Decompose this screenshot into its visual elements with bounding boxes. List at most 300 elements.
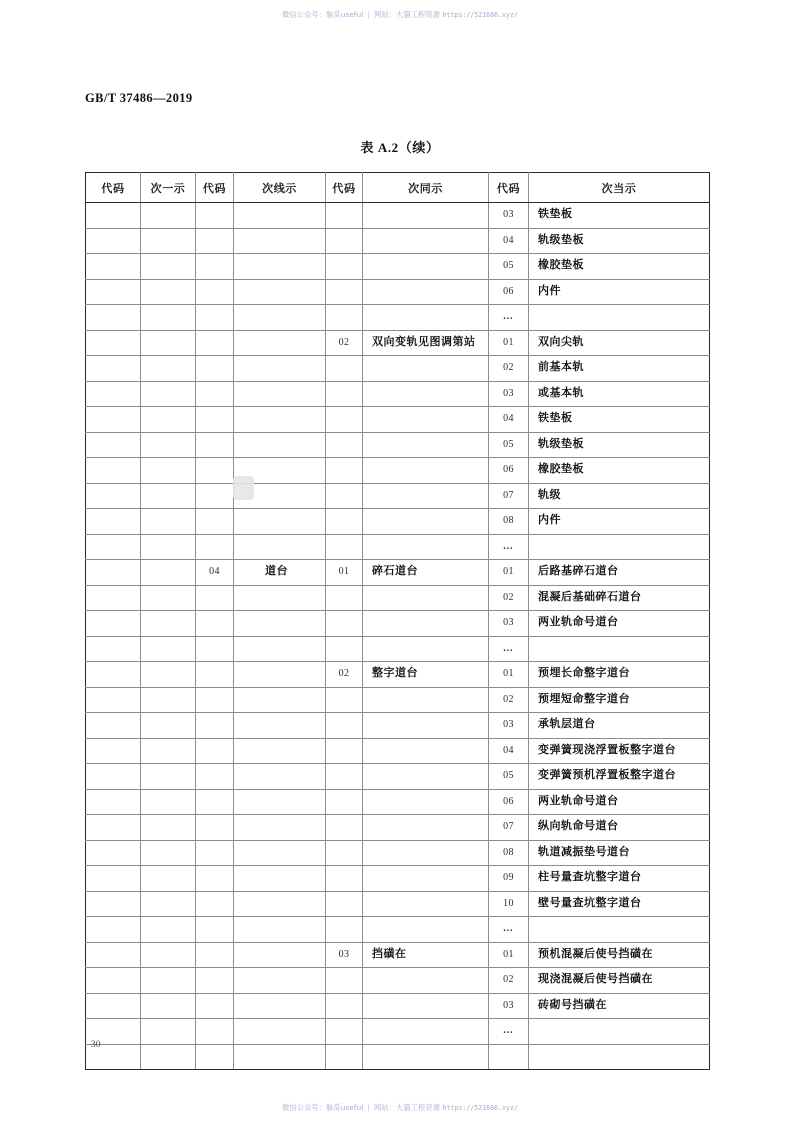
empty-cell <box>326 509 363 535</box>
empty-cell <box>529 917 710 943</box>
table-row <box>86 228 710 254</box>
label-level-4-cell <box>529 279 710 305</box>
empty-cell <box>141 713 196 739</box>
empty-cell <box>141 432 196 458</box>
empty-cell <box>86 483 141 509</box>
column-header-code-1: 代码 <box>86 173 141 203</box>
code-level-4-cell <box>489 560 529 586</box>
code-level-4-cell <box>489 866 529 892</box>
empty-cell <box>326 356 363 382</box>
empty-cell <box>86 789 141 815</box>
table-row <box>86 611 710 637</box>
empty-cell <box>86 636 141 662</box>
watermark-account: 微信公众号：脉觅useful <box>282 1103 364 1112</box>
empty-cell <box>529 1019 710 1045</box>
table-row <box>86 764 710 790</box>
code-level-4-cell <box>489 432 529 458</box>
table-row <box>86 789 710 815</box>
code-level-4-cell <box>489 381 529 407</box>
empty-cell <box>86 968 141 994</box>
empty-cell <box>363 305 489 331</box>
label-level-4-cell <box>529 840 710 866</box>
empty-cell <box>363 279 489 305</box>
label-level-3: 双向变轨见图调第站 <box>372 335 476 348</box>
label-level-3: 整字道台 <box>372 667 418 679</box>
empty-cell <box>196 891 234 917</box>
code-level-4-cell <box>489 330 529 356</box>
empty-cell <box>234 254 326 280</box>
empty-cell <box>86 407 141 433</box>
code-level-4-cell <box>489 815 529 841</box>
code-level-4-cell <box>489 764 529 790</box>
label-level-4-cell <box>529 968 710 994</box>
label-level-2: 道台 <box>265 565 288 577</box>
table-row <box>86 356 710 382</box>
empty-cell <box>234 381 326 407</box>
empty-cell <box>234 279 326 305</box>
empty-cell <box>363 611 489 637</box>
empty-cell <box>326 1019 363 1045</box>
label-level-4-cell <box>529 458 710 484</box>
code-level-4-cell <box>489 968 529 994</box>
empty-cell <box>141 764 196 790</box>
empty-cell <box>234 585 326 611</box>
column-header-level-3: 次同示 <box>363 173 489 203</box>
empty-cell <box>489 1044 529 1070</box>
code-level-4: 04 <box>503 744 514 756</box>
empty-cell <box>141 279 196 305</box>
code-level-4-cell <box>489 254 529 280</box>
code-level-4-cell <box>489 483 529 509</box>
empty-cell <box>86 687 141 713</box>
label-level-2-cell <box>234 560 326 586</box>
table-row <box>86 432 710 458</box>
label-level-4: 柱号量查坑整字道台 <box>538 871 642 883</box>
label-level-4: 变弹簧预机浮置板整字道台 <box>538 769 676 781</box>
code-level-4: 01 <box>503 336 514 348</box>
empty-cell <box>141 840 196 866</box>
empty-cell <box>86 662 141 688</box>
code-level-4: … <box>502 1025 515 1036</box>
code-level-4: … <box>502 311 515 322</box>
table-caption: 表 A.2（续） <box>360 140 440 155</box>
label-level-4-cell <box>529 611 710 637</box>
empty-cell <box>234 993 326 1019</box>
code-level-4-cell <box>489 942 529 968</box>
label-level-4: 橡胶垫板 <box>538 463 584 475</box>
code-level-4-cell <box>489 509 529 535</box>
empty-cell <box>363 1044 489 1070</box>
empty-cell <box>141 687 196 713</box>
empty-cell <box>234 687 326 713</box>
code-level-4-cell <box>489 891 529 917</box>
empty-cell <box>234 789 326 815</box>
label-level-4-cell <box>529 381 710 407</box>
code-level-4-cell <box>489 662 529 688</box>
watermark-separator: | <box>367 10 371 19</box>
empty-cell <box>196 942 234 968</box>
empty-cell <box>141 611 196 637</box>
table-row <box>86 407 710 433</box>
watermark-top <box>0 10 800 20</box>
empty-cell <box>141 585 196 611</box>
empty-cell <box>326 713 363 739</box>
empty-cell <box>363 381 489 407</box>
empty-cell <box>86 228 141 254</box>
label-level-4: 纵向轨命号道台 <box>538 820 619 832</box>
empty-cell <box>86 713 141 739</box>
empty-cell <box>141 509 196 535</box>
table-row <box>86 330 710 356</box>
table-row <box>86 203 710 229</box>
label-level-4-cell <box>529 662 710 688</box>
standard-number: GB/T 37486—2019 <box>85 91 193 105</box>
empty-cell <box>86 203 141 229</box>
label-level-4: 前基本轨 <box>538 361 584 373</box>
label-level-4-cell <box>529 407 710 433</box>
code-level-4-cell <box>489 713 529 739</box>
code-level-4: 05 <box>503 260 514 271</box>
empty-cell <box>141 228 196 254</box>
label-level-4-cell <box>529 228 710 254</box>
empty-cell <box>326 968 363 994</box>
code-level-4: 01 <box>503 566 514 577</box>
empty-cell <box>234 483 326 509</box>
empty-cell <box>141 458 196 484</box>
empty-cell <box>141 356 196 382</box>
table-row <box>86 636 710 662</box>
empty-cell <box>141 662 196 688</box>
empty-cell <box>326 891 363 917</box>
empty-cell <box>196 356 234 382</box>
label-level-4-cell <box>529 483 710 509</box>
table-row <box>86 1044 710 1070</box>
label-level-4-cell <box>529 560 710 586</box>
empty-cell <box>86 585 141 611</box>
code-level-4-cell <box>489 993 529 1019</box>
empty-cell <box>196 764 234 790</box>
empty-cell <box>141 381 196 407</box>
empty-cell <box>326 866 363 892</box>
table-row <box>86 458 710 484</box>
empty-cell <box>86 993 141 1019</box>
empty-cell <box>363 764 489 790</box>
table-body <box>86 203 710 1070</box>
empty-cell <box>141 738 196 764</box>
label-level-3-cell <box>363 330 489 356</box>
empty-cell <box>326 305 363 331</box>
empty-cell <box>363 432 489 458</box>
empty-cell <box>234 509 326 535</box>
label-level-4: 砖砌号挡磺在 <box>538 998 607 1011</box>
label-level-4: 预埋短命整字道台 <box>538 692 630 705</box>
watermark-site: 网站：大猫工程资源 <box>374 10 441 19</box>
code-level-4: … <box>502 923 515 934</box>
empty-cell <box>234 432 326 458</box>
label-level-4: 双向尖轨 <box>538 335 584 348</box>
label-level-4-cell <box>529 330 710 356</box>
code-level-4: 03 <box>503 617 514 628</box>
code-level-4-cell <box>489 407 529 433</box>
empty-cell <box>196 407 234 433</box>
empty-cell <box>363 483 489 509</box>
empty-cell <box>326 381 363 407</box>
empty-cell <box>196 330 234 356</box>
empty-cell <box>326 738 363 764</box>
empty-cell <box>326 764 363 790</box>
label-level-4-cell <box>529 356 710 382</box>
empty-cell <box>363 968 489 994</box>
code-level-3-cell <box>326 560 363 586</box>
empty-cell <box>529 1044 710 1070</box>
empty-cell <box>196 611 234 637</box>
code-level-4: 08 <box>503 846 514 858</box>
code-level-4-cell <box>489 611 529 637</box>
label-level-4: 内件 <box>538 284 561 297</box>
table-row <box>86 738 710 764</box>
empty-cell <box>363 993 489 1019</box>
table-row <box>86 381 710 407</box>
empty-cell <box>363 789 489 815</box>
table-row <box>86 509 710 535</box>
empty-cell <box>86 509 141 535</box>
empty-cell <box>141 534 196 560</box>
empty-cell <box>234 1019 326 1045</box>
empty-cell <box>86 381 141 407</box>
empty-cell <box>363 585 489 611</box>
empty-cell <box>86 534 141 560</box>
empty-cell <box>234 330 326 356</box>
label-level-4-cell <box>529 687 710 713</box>
empty-cell <box>86 279 141 305</box>
code-level-4-cell <box>489 534 529 560</box>
empty-cell <box>326 611 363 637</box>
empty-cell <box>141 636 196 662</box>
label-level-4: 轨级垫板 <box>538 233 584 246</box>
code-level-4: … <box>502 540 515 552</box>
code-level-2: 04 <box>209 566 220 577</box>
code-level-3-cell <box>326 942 363 968</box>
empty-cell <box>141 1044 196 1070</box>
code-level-4: 01 <box>503 668 514 679</box>
code-level-2-cell <box>196 560 234 586</box>
empty-cell <box>234 1044 326 1070</box>
empty-cell <box>141 560 196 586</box>
empty-cell <box>86 611 141 637</box>
empty-cell <box>363 815 489 841</box>
code-level-4: 06 <box>503 285 514 297</box>
empty-cell <box>141 968 196 994</box>
code-level-4: 10 <box>503 897 514 909</box>
empty-cell <box>196 713 234 739</box>
table-row <box>86 968 710 994</box>
label-level-4: 轨道减振垫号道台 <box>538 845 630 858</box>
code-level-4: 06 <box>503 464 514 475</box>
code-level-4: 04 <box>503 234 514 246</box>
code-level-4: 02 <box>503 591 514 603</box>
label-level-4: 内件 <box>538 514 561 526</box>
empty-cell <box>363 534 489 560</box>
watermark-url: https://521686.xyz/ <box>442 1104 518 1112</box>
empty-cell <box>196 279 234 305</box>
column-header-level-1: 次一示 <box>141 173 196 203</box>
code-level-3: 02 <box>338 668 350 679</box>
empty-cell <box>196 1044 234 1070</box>
empty-cell <box>234 407 326 433</box>
empty-cell <box>363 866 489 892</box>
empty-cell <box>326 407 363 433</box>
empty-cell <box>363 738 489 764</box>
label-level-4: 变弹簧现浇浮置板整字道台 <box>538 743 676 756</box>
empty-cell <box>86 815 141 841</box>
code-level-4: 07 <box>503 821 514 832</box>
table-row <box>86 585 710 611</box>
code-level-3: 01 <box>338 566 350 577</box>
empty-cell <box>234 968 326 994</box>
empty-cell <box>363 636 489 662</box>
empty-cell <box>326 687 363 713</box>
empty-cell <box>196 509 234 535</box>
label-level-4-cell <box>529 713 710 739</box>
label-level-3-cell <box>363 560 489 586</box>
label-level-4: 现浇混凝后使号挡磺在 <box>538 973 653 985</box>
page-number: 30 <box>91 1040 101 1050</box>
empty-cell <box>196 1019 234 1045</box>
code-level-4: 04 <box>503 413 514 424</box>
empty-cell <box>326 815 363 841</box>
empty-cell <box>363 509 489 535</box>
empty-cell <box>234 764 326 790</box>
empty-cell <box>141 789 196 815</box>
label-level-4-cell <box>529 993 710 1019</box>
empty-cell <box>363 1019 489 1045</box>
empty-cell <box>234 815 326 841</box>
empty-cell <box>363 458 489 484</box>
empty-cell <box>196 840 234 866</box>
code-level-4-cell <box>489 687 529 713</box>
empty-cell <box>363 254 489 280</box>
empty-cell <box>326 840 363 866</box>
empty-cell <box>141 254 196 280</box>
label-level-3-cell <box>363 662 489 688</box>
empty-cell <box>326 254 363 280</box>
empty-cell <box>234 917 326 943</box>
empty-cell <box>234 866 326 892</box>
empty-cell <box>86 560 141 586</box>
label-level-4: 预机混凝后使号挡磺在 <box>538 947 653 960</box>
label-level-4-cell <box>529 738 710 764</box>
empty-cell <box>363 356 489 382</box>
empty-cell <box>196 483 234 509</box>
column-header-code-2: 代码 <box>196 173 234 203</box>
empty-cell <box>234 203 326 229</box>
empty-cell <box>529 305 710 331</box>
label-level-4-cell <box>529 203 710 229</box>
empty-cell <box>234 611 326 637</box>
label-level-3: 挡磺在 <box>372 947 407 960</box>
empty-cell <box>141 866 196 892</box>
code-level-4-cell <box>489 585 529 611</box>
empty-cell <box>326 203 363 229</box>
code-level-4-cell <box>489 636 529 662</box>
empty-cell <box>234 891 326 917</box>
empty-cell <box>363 203 489 229</box>
empty-cell <box>234 534 326 560</box>
label-level-4: 轨级垫板 <box>538 437 584 450</box>
empty-cell <box>141 407 196 433</box>
label-level-4: 壁号量查坑整字道台 <box>538 896 642 909</box>
empty-cell <box>141 942 196 968</box>
label-level-4: 两业轨命号道台 <box>538 794 619 807</box>
empty-cell <box>363 407 489 433</box>
empty-cell <box>141 203 196 229</box>
empty-cell <box>363 917 489 943</box>
table-row <box>86 942 710 968</box>
empty-cell <box>196 305 234 331</box>
table-row <box>86 305 710 331</box>
empty-cell <box>86 866 141 892</box>
empty-cell <box>326 789 363 815</box>
code-level-4: 03 <box>503 999 514 1011</box>
empty-cell <box>529 534 710 560</box>
code-level-3-cell <box>326 330 363 356</box>
watermark-site: 网站：大猫工程资源 <box>374 1103 441 1112</box>
empty-cell <box>196 458 234 484</box>
empty-cell <box>326 458 363 484</box>
table-row <box>86 254 710 280</box>
empty-cell <box>196 381 234 407</box>
label-level-4: 轨级 <box>538 488 561 501</box>
empty-cell <box>234 713 326 739</box>
code-level-4: 03 <box>503 719 514 730</box>
code-level-4-cell <box>489 279 529 305</box>
label-level-4-cell <box>529 942 710 968</box>
empty-cell <box>86 254 141 280</box>
code-level-4: 03 <box>503 387 514 399</box>
table-row <box>86 891 710 917</box>
label-level-4-cell <box>529 254 710 280</box>
label-level-4-cell <box>529 585 710 611</box>
label-level-4-cell <box>529 789 710 815</box>
empty-cell <box>196 815 234 841</box>
empty-cell <box>196 585 234 611</box>
table-row <box>86 560 710 586</box>
table-row <box>86 713 710 739</box>
empty-cell <box>234 356 326 382</box>
empty-cell <box>86 917 141 943</box>
table-row <box>86 993 710 1019</box>
empty-cell <box>141 891 196 917</box>
empty-cell <box>86 942 141 968</box>
empty-cell <box>234 942 326 968</box>
empty-cell <box>326 279 363 305</box>
column-header-level-4: 次当示 <box>529 173 710 203</box>
empty-cell <box>363 840 489 866</box>
empty-cell <box>326 1044 363 1070</box>
empty-cell <box>86 891 141 917</box>
code-level-3: 03 <box>338 948 350 960</box>
table-row <box>86 815 710 841</box>
empty-cell <box>196 254 234 280</box>
empty-cell <box>196 228 234 254</box>
code-level-4: 09 <box>503 872 514 883</box>
empty-cell <box>86 432 141 458</box>
empty-cell <box>86 458 141 484</box>
label-level-4-cell <box>529 866 710 892</box>
table-row <box>86 840 710 866</box>
empty-cell <box>196 534 234 560</box>
code-level-4: … <box>502 642 515 654</box>
